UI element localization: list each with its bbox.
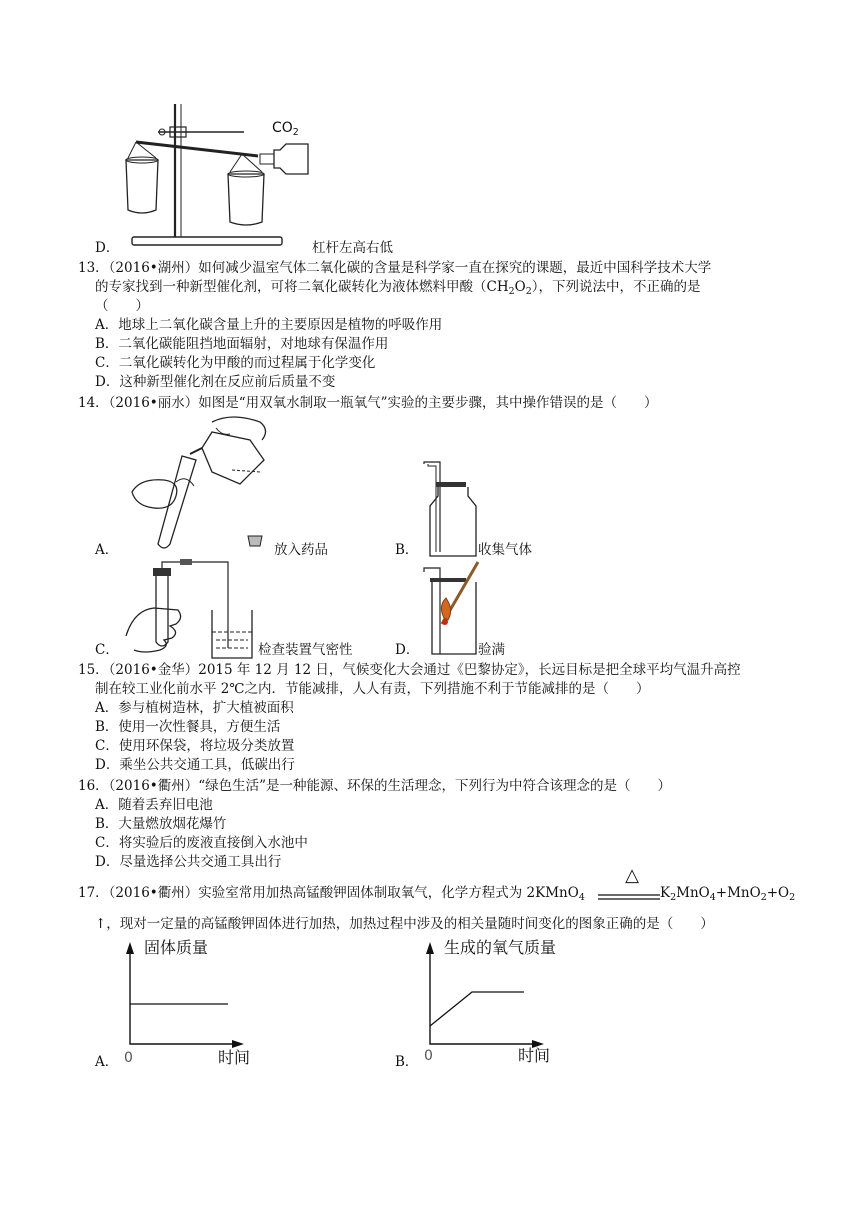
prod-sub2: 4 bbox=[709, 892, 716, 903]
co2-label bbox=[272, 118, 299, 143]
q17-option-b-label: B． bbox=[395, 1054, 419, 1070]
prod-sub1: 2 bbox=[670, 892, 677, 903]
graph-a-origin: 0 bbox=[124, 1050, 133, 1066]
prod-mno2: +MnO bbox=[715, 885, 761, 901]
q15-option-c: C．使用环保袋，将垃圾分类放置 bbox=[95, 738, 295, 754]
q14-option-a-text: 放入药品 bbox=[274, 542, 328, 558]
q14-option-a-label: A． bbox=[95, 542, 119, 558]
graph-b-origin: 0 bbox=[424, 1048, 433, 1064]
q13-stem-line2 bbox=[95, 277, 701, 302]
q12-option-d-label: D． bbox=[95, 240, 120, 256]
q12-option-d-text: 杠杆左高右低 bbox=[312, 240, 393, 256]
prod-o: +O bbox=[766, 885, 790, 901]
prod-mno: MnO bbox=[676, 885, 710, 901]
q13-option-d: D．这种新型催化剂在反应前后质量不变 bbox=[95, 374, 336, 390]
equals-arrow bbox=[598, 893, 660, 901]
q13-stem-line1: 13．（2016•湖州）如何减少温室气体二氧化碳的含量是科学家一直在探究的课题，最近中国科学技术大学 bbox=[78, 260, 712, 276]
q14-figure-b bbox=[420, 462, 484, 558]
rubber-stopper-icon bbox=[246, 534, 264, 548]
co2-subscript: 2 bbox=[292, 127, 299, 138]
q17-products bbox=[660, 883, 795, 908]
q16-option-d: D．尽量选择公共交通工具出行 bbox=[95, 854, 282, 870]
q13-option-b: B．二氧化碳能阻挡地面辐射，对地球有保温作用 bbox=[95, 336, 389, 352]
q14-option-c-text: 检查装置气密性 bbox=[258, 642, 353, 658]
q13-stem-line2-c: ），下列说法中，不正确的是 bbox=[531, 279, 701, 295]
q15-option-d: D．乘坐公共交通工具，低碳出行 bbox=[95, 757, 295, 773]
q14-option-b-text: 收集气体 bbox=[478, 542, 532, 558]
q15-option-a: A．参与植树造林，扩大植被面积 bbox=[95, 700, 294, 716]
q13-stem-line2-a: 的专家找到一种新型催化剂，可将二氧化碳转化为液体燃料甲酸（CH bbox=[95, 279, 509, 295]
q14-stem: 14．（2016•丽水）如图是“用双氧水制取一瓶氧气”实验的主要步骤，其中操作错误的是（ ） bbox=[78, 395, 658, 411]
q15-stem-line2: 制在较工业化前水平 2℃之内．节能减排，人人有责，下列措施不利于节能减排的是（ ） bbox=[95, 681, 650, 697]
q13-sub2: 2 bbox=[525, 286, 532, 297]
q13-stem-line2-b: O bbox=[514, 279, 526, 295]
graph-b-ylabel: 生成的氧气质量 bbox=[444, 938, 557, 957]
q16-stem: 16．（2016•衢州）“绿色生活”是一种能源、环保的生活理念，下列行为中符合该理念的是（ ） bbox=[78, 778, 672, 794]
q14-option-d-text: 验满 bbox=[478, 642, 505, 658]
q14-option-d-label: D． bbox=[395, 642, 420, 658]
prod-sub4: 2 bbox=[789, 892, 796, 903]
heat-triangle-icon: △ bbox=[625, 865, 639, 886]
q13-option-c: C．二氧化碳转化为甲酸的而过程属于化学变化 bbox=[95, 355, 376, 371]
prod-sub3: 2 bbox=[760, 892, 767, 903]
co2-text: CO bbox=[272, 120, 293, 136]
q17-stem-line2: ↑，现对一定量的高锰酸钾固体进行加热，加热过程中涉及的相关量随时间变化的图象正确的是（ ） bbox=[95, 916, 714, 932]
graph-b-xlabel: 时间 bbox=[518, 1046, 551, 1065]
q13-option-a: A．地球上二氧化碳含量上升的主要原因是植物的呼吸作用 bbox=[95, 317, 443, 333]
q17-stem-line1 bbox=[78, 883, 585, 908]
prod-k: K bbox=[660, 885, 671, 901]
q15-option-b: B．使用一次性餐具，方便生活 bbox=[95, 719, 281, 735]
q17-stem-a: 17．（2016•衢州）实验室常用加热高锰酸钾固体制取氧气，化学方程式为 2KMnO bbox=[78, 885, 579, 901]
q14-option-b-label: B． bbox=[395, 542, 419, 558]
q14-option-c-label: C． bbox=[95, 642, 119, 658]
q16-option-b: B．大量燃放烟花爆竹 bbox=[95, 816, 227, 832]
graph-a-ylabel: 固体质量 bbox=[144, 938, 209, 957]
q13-stem-line3: （ ） bbox=[95, 298, 149, 314]
q14-figure-d bbox=[420, 562, 484, 658]
q13-sub1: 2 bbox=[508, 286, 515, 297]
reaction-condition bbox=[604, 866, 660, 886]
q17-sub-kmno4: 4 bbox=[578, 892, 585, 903]
graph-a-xlabel: 时间 bbox=[218, 1048, 251, 1067]
q16-option-a: A．随着丢弃旧电池 bbox=[95, 797, 213, 813]
q15-stem-line1: 15．（2016•金华）2015 年 12 月 12 日，气候变化大会通过《巴黎协定》，长远目标是把全球平均气温升高控 bbox=[78, 662, 741, 678]
q16-option-c: C．将实验后的废液直接倒入水池中 bbox=[95, 835, 308, 851]
q17-option-a-label: A． bbox=[95, 1054, 119, 1070]
